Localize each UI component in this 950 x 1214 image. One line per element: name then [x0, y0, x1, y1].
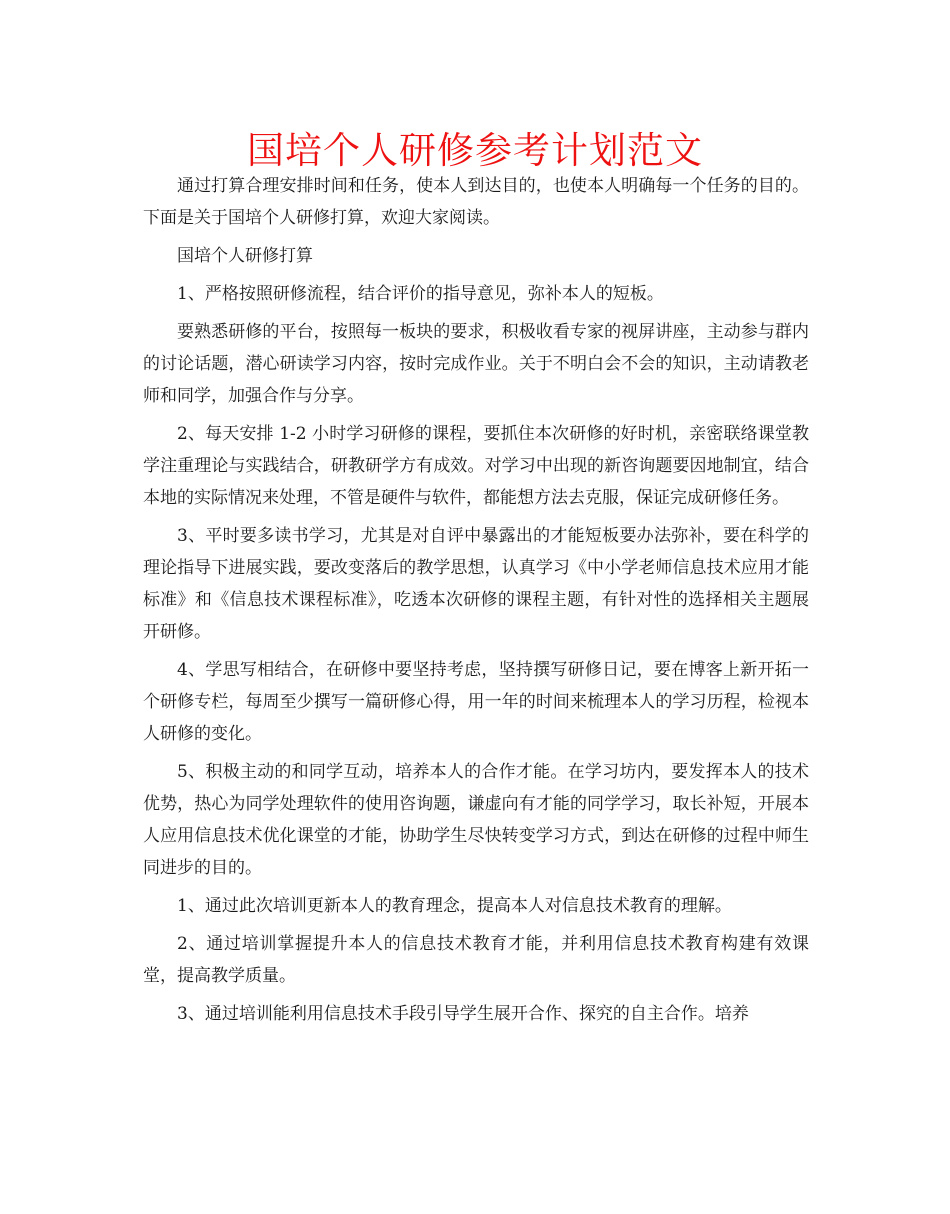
- body-paragraph: 通过打算合理安排时间和任务，使本人到达目的，也使本人明确每一个任务的目的。下面是关于国培个人研修打算，欢迎大家阅读。: [143, 176, 809, 228]
- body-paragraph: 2、每天安排 1-2 小时学习研修的课程，要抓住本次研修的好时机，亲密联络课堂教学注重理论与实践结合，研教研学方有成效。对学习中出现的新咨询题要因地制宜，结合本地的实际情况来处理，不管是硬件与软件，都能想方法去克服，保证完成研修任务。: [143, 424, 809, 508]
- body-paragraph: 要熟悉研修的平台，按照每一板块的要求，积极收看专家的视屏讲座，主动参与群内的讨论话题，潜心研读学习内容，按时完成作业。关于不明白会不会的知识，主动请教老师和同学，加强合作与分享。: [143, 322, 809, 406]
- section-heading: 国培个人研修打算: [177, 246, 313, 266]
- document-body: [143, 170, 809, 1036]
- body-paragraph: 4、学思写相结合，在研修中要坚持考虑，坚持撰写研修日记，要在博客上新开拓一个研修专栏，每周至少撰写一篇研修心得，用一年的时间来梳理本人的学习历程，检视本人研修的变化。: [143, 660, 809, 744]
- body-paragraph: 1、通过此次培训更新本人的教育理念，提高本人对信息技术教育的理解。: [177, 896, 732, 916]
- body-paragraph: 1、严格按照研修流程，结合评价的指导意见，弥补本人的短板。: [177, 284, 664, 304]
- body-paragraph: 3、平时要多读书学习，尤其是对自评中暴露出的才能短板要办法弥补，要在科学的理论指导下进展实践，要改变落后的教学思想，认真学习《中小学老师信息技术应用才能标准》和《信息技术课程标准》，吃透本次研修的课程主题，有针对性的选择相关主题展开研修。: [143, 526, 809, 642]
- document-title: 国培个人研修参考计划范文: [247, 129, 703, 172]
- body-paragraph: 3、通过培训能利用信息技术手段引导学生展开合作、探究的自主合作。培养: [177, 1004, 749, 1024]
- body-paragraph: 2、通过培训掌握提升本人的信息技术教育才能，并利用信息技术教育构建有效课堂，提高教学质量。: [143, 934, 809, 986]
- body-paragraph: 5、积极主动的和同学互动，培养本人的合作才能。在学习坊内，要发挥本人的技术优势，热心为同学处理软件的使用咨询题，谦虚向有才能的同学学习，取长补短，开展本人应用信息技术优化课堂的才能，协助学生尽快转变学习方式，到达在研修的过程中师生同进步的目的。: [143, 762, 809, 878]
